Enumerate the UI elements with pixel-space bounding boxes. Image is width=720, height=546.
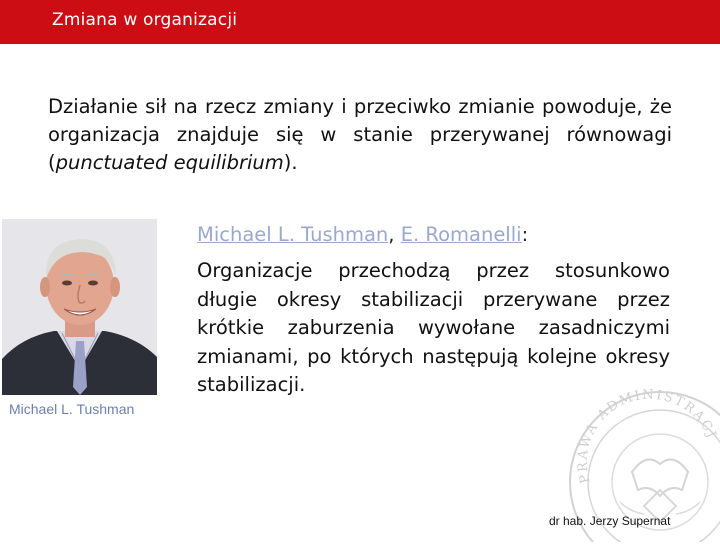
header-bar — [0, 0, 720, 44]
photo-caption: Michael L. Tushman — [9, 401, 135, 417]
footer-author: dr hab. Jerzy Supernat — [549, 514, 671, 528]
slide-title: Zmiana w organizacji — [52, 10, 238, 30]
quote-paragraph: Organizacje przechodzą przez stosunkowo długie okresy stabilizacji przerywane przez krótkie zaburzenia wywołane zasadniczymi zmianami, po których następują kolejne okresy stabilizacji. — [197, 259, 670, 396]
authors-line — [197, 223, 528, 246]
portrait-illustration — [2, 219, 157, 395]
authors-colon: : — [521, 223, 529, 246]
author-link-romanelli[interactable]: E. Romanelli — [400, 223, 522, 246]
intro-term: punctuated equilibrium — [55, 151, 284, 174]
author-link-tushman[interactable]: Michael L. Tushman — [197, 223, 389, 246]
portrait-photo — [2, 219, 157, 395]
intro-text-before: Działanie sił na rzecz zmiany i przeciwko zmianie powoduje, że organizacja znajduje się w stanie przerywanej równowagi ( — [48, 95, 672, 174]
svg-text:PRAWA ADMINISTRACJI: PRAWA ADMINISTRACJ — [575, 387, 720, 485]
intro-text-after: ). — [283, 151, 298, 174]
intro-paragraph — [48, 93, 672, 177]
authors-separator: , — [388, 223, 395, 246]
